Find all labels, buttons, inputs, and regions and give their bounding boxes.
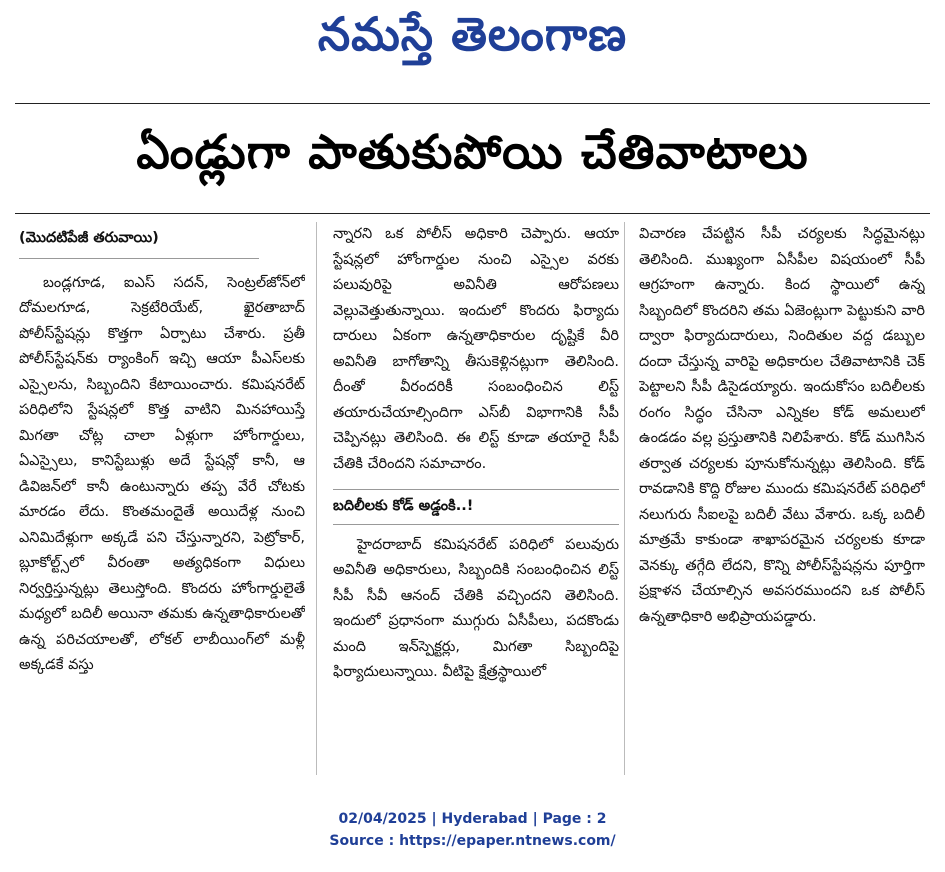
masthead-divider (15, 103, 930, 104)
headline-divider (15, 213, 930, 214)
section-subhead: బదిలీలకు కోడ్ అడ్డంకి..! (333, 489, 619, 525)
article-column-3 (639, 222, 925, 782)
article-headline (0, 108, 945, 208)
headline-text: ఏండ్లుగా పాతుకుపోయి చేతివాటాలు (136, 125, 809, 180)
article-column-2 (333, 222, 619, 782)
column-1-text: బండ్లగూడ, ఐఎస్ సదన్, సెంట్రల్‌జోన్‌లో దోమలగూడ, సెక్రటేరియేట్, ఖైరతాబాద్ పోలీస్‌స్టేషన్లు కొత్తగా ఏర్పాటు చేశారు. ప్రతీ పోలీస్‌స్టేషన్‌కు ర్యాంకింగ్ ఇచ్చి ఆయా పీఎస్‌లకు ఎస్సైలను, సిబ్బందిని కేటాయించారు. కమిషనరేట్ పరిధిలోని స్టేషన్లలో కొత్త వాటిని మినహాయిస్తే మిగతా చోట్ల చాలా ఏళ్లుగా హోంగార్డులు, ఏఎస్సైలు, కానిస్టేబుళ్లు అదే స్టేషన్లో కానీ, ఆ డివిజన్‌లో కానీ ఉంటున్నారు తప్ప వేరే చోటకు మారడం లేదు. కొంతమందైతే అయిదేళ్ల నుంచి ఎనిమిదేళ్లుగా అక్కడే పని చేస్తున్నారని, పెట్రోకార్, బ్లూకోల్ట్స్‌లో వీరంతా అత్యధికంగా విధులు నిర్వర్తిస్తున్నట్లు తెలుస్తోంది. కొందరు హోంగార్డులైతే మధ్యలో బదిలీ అయినా తమకు ఉన్నతాధికారులతో ఉన్న పరిచయాలతో, లోకల్ లాబీయింగ్‌లో మళ్లీ అక్కడకే వస్తు (19, 274, 305, 673)
column-divider (316, 222, 317, 775)
column-3-text: విచారణ చేపట్టిన సీపీ చర్యలకు సిద్ధమైనట్లు తెలిసింది. ముఖ్యంగా ఏసీపీల విషయంలో సీపీ ఆగ్రహంగా ఉన్నారు. కింద స్థాయిలో ఉన్న సిబ్బందిలో కొందరిని తమ ఏజెంట్లుగా పెట్టుకుని వారి ద్వారా ఫిర్యాదుదారులు, నిందితుల వద్ద డబ్బుల దందా చేస్తున్న వారిపై అధికారుల చేతివాటానికి చెక్ పెట్టాలని సీపీ డిసైడయ్యారు. ఇందుకోసం బదిలీలకు రంగం సిద్ధం చేసినా ఎన్నికల కోడ్ అమలులో ఉండడం వల్ల ప్రస్తుతానికి నిలిపేశారు. కోడ్ ముగిసిన తర్వాత చర్యలకు పూనుకోనున్నట్లు తెలిసింది. కోడ్ రావడానికి కొద్ది రోజుల ముందు కమిషనరేట్ పరిధిలో నలుగురు సీఐలపై బదిలీ వేటు వేశారు. ఒక్క బదిలీ మాత్రమే కాకుండా శాఖాపరమైన చర్యలకు కూడా వెనక్కు తగ్గేది లేదని, కొన్ని పోలీస్‌స్టేషన్లను పూర్తిగా ప్రక్షాళన చేయాల్సిన అవసరముందని ఒక పోలీస్ ఉన్నతాధికారి అభిప్రాయపడ్డారు. (639, 226, 925, 625)
column-2-text: న్నారని ఒక పోలీస్ అధికారి చెప్పారు. ఆయా స్టేషన్లలో హోంగార్డుల నుంచి ఎస్సైల వరకు పలువురిపై అవినీతి ఆరోపణలు వెల్లువెత్తుతున్నాయి. ఇందులో కొందరు ఫిర్యాదు దారులు ఏకంగా ఉన్నతాధికారుల దృష్టికే వీరి అవినీతి బాగోతాన్ని తీసుకెళ్లినట్లుగా తెలిసింది. దీంతో వీరందరికీ సంబంధించిన లిస్ట్ తయారుచేయాల్సిందిగా ఎస్‌బీ విభాగానికి సీపీ చెప్పినట్లు తెలిసింది. ఈ లిస్ట్ కూడా తయారై సీపీ చేతికి చేరిందని సమాచారం. (333, 226, 619, 472)
page-footer (0, 808, 945, 852)
continued-from-front-page: (మొదటిపేజీ తరువాయి) (19, 226, 259, 259)
newspaper-logo: నమస్తే తెలంగాణ (317, 7, 628, 61)
column-2-text-continued: హైదరాబాద్ కమిషనరేట్ పరిధిలో పలువురు అవినీతి అధికారులు, సిబ్బందికి సంబంధించిన లిస్ట్ సీపీ సీవీ ఆనంద్ చేతికి వచ్చిందని తెలిసింది. ఇందులో ప్రధానంగా ముగ్గురు ఏసీపీలు, పదకొండు మంది ఇన్‌స్పెక్టర్లు, మిగతా సిబ్బందిపై ఫిర్యాదులున్నాయి. వీటిపై క్షేత్రస్థాయిలో (333, 536, 619, 680)
column-divider (624, 222, 625, 775)
source-link[interactable]: Source : https://epaper.ntnews.com/ (329, 833, 616, 849)
masthead (0, 0, 945, 80)
article-column-1 (19, 222, 305, 782)
publication-info: 02/04/2025 | Hyderabad | Page : 2 (338, 811, 607, 827)
